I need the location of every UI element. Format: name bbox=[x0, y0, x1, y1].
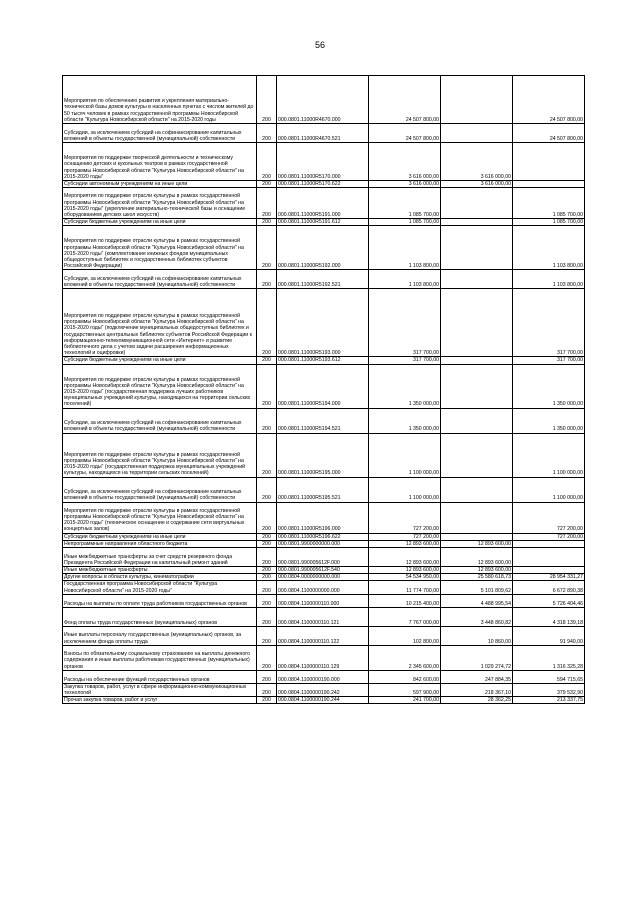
row-executed-cell bbox=[441, 270, 513, 289]
table-row bbox=[63, 188, 585, 219]
row-sum-cell: 7 767 000,00 bbox=[369, 607, 441, 626]
row-executed-cell: 12 893 600,00 bbox=[441, 548, 513, 567]
row-name-cell: Расходы на обеспечение функций государственных органов bbox=[63, 670, 257, 683]
table-row bbox=[63, 124, 585, 143]
row-executed-cell: 218 367,10 bbox=[441, 683, 513, 696]
row-name-cell: Прочая закупка товаров, работ и услуг bbox=[63, 697, 257, 704]
row-kbk-cell: 000.0801.990005612F.540 bbox=[277, 567, 369, 574]
row-remaining-cell: 1 103 800,00 bbox=[513, 270, 585, 289]
row-kbk-cell: 000.0804.1100000190.242 bbox=[277, 683, 369, 696]
row-sum-cell: 2 345 600,00 bbox=[369, 645, 441, 670]
row-kbk-cell: 000.0801.11000R5194.000 bbox=[277, 364, 369, 408]
row-remaining-cell: 317 700,00 bbox=[513, 357, 585, 364]
row-name-cell: Мероприятия по обеспечению развития и укрепления материально-технической базы домов культуры в населенных пунктах с числом жителей до 50 тысяч человек в рамках государственной программы Новосибирской области "Культура Новосибирской области" на 2015-2020 годы bbox=[63, 76, 257, 124]
row-name-cell: Мероприятия по поддержке отрасли культуры в рамках государственной программы Новосибирской области "Культура Новосибирской области" на 2015-2020 годы" (техническое оснащение и содержание сети виртуальных концертных залов) bbox=[63, 502, 257, 533]
table-row bbox=[63, 607, 585, 626]
row-kbk-cell: 000.0801.11000R5170.622 bbox=[277, 181, 369, 188]
table-row bbox=[63, 548, 585, 567]
row-sum-cell: 1 100 000,00 bbox=[369, 433, 441, 477]
row-sum-cell: 317 700,00 bbox=[369, 357, 441, 364]
row-kbk-cell: 000.0801.11000R5192.000 bbox=[277, 226, 369, 270]
row-kbk-cell: 000.0801.11000R5193.000 bbox=[277, 289, 369, 357]
row-remaining-cell: 4 318 139,18 bbox=[513, 607, 585, 626]
row-name-cell: Субсидии бюджетным учреждениям на иные цели bbox=[63, 533, 257, 540]
table-row bbox=[63, 594, 585, 607]
row-code-cell: 200 bbox=[257, 219, 277, 226]
table-row bbox=[63, 143, 585, 181]
table-row bbox=[63, 670, 585, 683]
row-executed-cell bbox=[441, 357, 513, 364]
row-code-cell: 200 bbox=[257, 670, 277, 683]
row-kbk-cell: 000.0804.1100000000.000 bbox=[277, 581, 369, 594]
row-code-cell: 200 bbox=[257, 574, 277, 581]
row-remaining-cell: 379 532,90 bbox=[513, 683, 585, 696]
row-kbk-cell: 000.0804.0000000000.000 bbox=[277, 574, 369, 581]
row-name-cell: Иные выплаты персоналу государственных (муниципальных) органов, за исключением фонда оплаты труда bbox=[63, 626, 257, 645]
row-remaining-cell bbox=[513, 143, 585, 181]
row-executed-cell: 12 893 600,00 bbox=[441, 567, 513, 574]
row-executed-cell bbox=[441, 226, 513, 270]
row-sum-cell: 1 100 000,00 bbox=[369, 477, 441, 502]
row-remaining-cell: 1 085 700,00 bbox=[513, 188, 585, 219]
table-row bbox=[63, 626, 585, 645]
row-kbk-cell: 000.0804.1100000110.129 bbox=[277, 645, 369, 670]
row-sum-cell: 1 085 700,00 bbox=[369, 219, 441, 226]
table-row bbox=[63, 581, 585, 594]
row-code-cell: 200 bbox=[257, 226, 277, 270]
row-name-cell: Взносы по обязательному социальному страхованию на выплаты денежного содержания и иные выплаты работникам государственных (муниципальных) органов bbox=[63, 645, 257, 670]
row-executed-cell: 10 860,00 bbox=[441, 626, 513, 645]
row-kbk-cell: 000.0801.11000R5196.000 bbox=[277, 502, 369, 533]
row-sum-cell: 3 616 000,00 bbox=[369, 181, 441, 188]
row-name-cell: Мероприятия по поддержке отрасли культуры в рамках государственной программы Новосибирской области "Культура Новосибирской области" на 2015-2020 годы" (комплектование книжных фондов муниципальных общедоступных библиотек и государственных библиотек субъектов Российской Федерации) bbox=[63, 226, 257, 270]
row-remaining-cell: 727 200,00 bbox=[513, 533, 585, 540]
row-name-cell: Расходы на выплаты по оплате труда работников государственных органов bbox=[63, 594, 257, 607]
row-code-cell: 200 bbox=[257, 357, 277, 364]
row-name-cell: Иные межбюджетные трансферты за счет средств резервного фонда Президента Российской Федерации на капитальный ремонт зданий bbox=[63, 548, 257, 567]
row-code-cell: 200 bbox=[257, 364, 277, 408]
row-remaining-cell: 1 350 000,00 bbox=[513, 364, 585, 408]
row-name-cell: Закупка товаров, работ, услуг в сфере информационно-коммуникационных технологий bbox=[63, 683, 257, 696]
row-name-cell: Субсидии бюджетным учреждениям на иные цели bbox=[63, 219, 257, 226]
row-name-cell: Мероприятия по поддержке отрасли культуры в рамках государственной программы Новосибирской области "Культура Новосибирской области" на 2015-2020 годы" (государственная поддержка лучших работников муниципальных учреждений культуры, находящихся на территории сельских поселений) bbox=[63, 364, 257, 408]
row-code-cell: 200 bbox=[257, 181, 277, 188]
row-executed-cell bbox=[441, 124, 513, 143]
row-sum-cell: 12 893 600,00 bbox=[369, 548, 441, 567]
row-executed-cell bbox=[441, 477, 513, 502]
row-remaining-cell: 727 200,00 bbox=[513, 502, 585, 533]
row-executed-cell bbox=[441, 219, 513, 226]
row-sum-cell: 597 900,00 bbox=[369, 683, 441, 696]
row-code-cell: 200 bbox=[257, 540, 277, 547]
row-executed-cell bbox=[441, 433, 513, 477]
row-executed-cell: 5 101 809,62 bbox=[441, 581, 513, 594]
budget-table bbox=[62, 75, 585, 704]
row-name-cell: Субсидии, за исключением субсидий на софинансирование капитальных вложений в объекты государственной (муниципальной) собственности bbox=[63, 270, 257, 289]
row-name-cell: Субсидии автономным учреждениям на иные цели bbox=[63, 181, 257, 188]
row-kbk-cell: 000.0801.11000R4670.521 bbox=[277, 124, 369, 143]
row-kbk-cell: 000.0801.11000R5191.000 bbox=[277, 188, 369, 219]
row-remaining-cell: 1 350 000,00 bbox=[513, 408, 585, 433]
row-kbk-cell: 000.0801.9900000000.000 bbox=[277, 540, 369, 547]
table-row bbox=[63, 477, 585, 502]
row-code-cell: 200 bbox=[257, 697, 277, 704]
row-code-cell: 200 bbox=[257, 124, 277, 143]
row-name-cell: Фонд оплаты труда государственных (муниципальных) органов bbox=[63, 607, 257, 626]
row-executed-cell: 25 580 618,73 bbox=[441, 574, 513, 581]
row-executed-cell: 4 488 995,54 bbox=[441, 594, 513, 607]
table-row bbox=[63, 270, 585, 289]
row-sum-cell: 24 507 800,00 bbox=[369, 76, 441, 124]
row-sum-cell: 11 774 700,00 bbox=[369, 581, 441, 594]
row-remaining-cell: 6 672 890,38 bbox=[513, 581, 585, 594]
row-sum-cell: 1 103 800,00 bbox=[369, 270, 441, 289]
row-sum-cell: 102 800,00 bbox=[369, 626, 441, 645]
row-kbk-cell: 000.0801.990005612F.000 bbox=[277, 548, 369, 567]
row-remaining-cell: 28 954 331,27 bbox=[513, 574, 585, 581]
row-remaining-cell: 594 715,65 bbox=[513, 670, 585, 683]
row-remaining-cell: 213 337,75 bbox=[513, 697, 585, 704]
table-row bbox=[63, 683, 585, 696]
row-code-cell: 200 bbox=[257, 594, 277, 607]
row-remaining-cell: 1 085 700,00 bbox=[513, 219, 585, 226]
table-row bbox=[63, 533, 585, 540]
table-row bbox=[63, 408, 585, 433]
row-executed-cell: 3 616 000,00 bbox=[441, 143, 513, 181]
row-kbk-cell: 000.0804.1100000190.244 bbox=[277, 697, 369, 704]
row-kbk-cell: 000.0804.1100000110.000 bbox=[277, 594, 369, 607]
row-kbk-cell: 000.0801.11000R5191.612 bbox=[277, 219, 369, 226]
table-row bbox=[63, 181, 585, 188]
row-code-cell: 200 bbox=[257, 433, 277, 477]
row-remaining-cell: 1 100 000,00 bbox=[513, 477, 585, 502]
row-sum-cell: 1 350 000,00 bbox=[369, 364, 441, 408]
row-kbk-cell: 000.0801.11000R5195.521 bbox=[277, 477, 369, 502]
row-code-cell: 200 bbox=[257, 626, 277, 645]
row-code-cell: 200 bbox=[257, 502, 277, 533]
table-row bbox=[63, 697, 585, 704]
row-kbk-cell: 000.0801.11000R5195.000 bbox=[277, 433, 369, 477]
row-remaining-cell: 5 726 404,46 bbox=[513, 594, 585, 607]
row-executed-cell bbox=[441, 408, 513, 433]
table-row bbox=[63, 76, 585, 124]
row-executed-cell: 1 029 274,72 bbox=[441, 645, 513, 670]
row-kbk-cell: 000.0804.1100000190.000 bbox=[277, 670, 369, 683]
row-name-cell: Мероприятия по поддержке отрасли культуры в рамках государственной программы Новосибирской области "Культура Новосибирской области" на 2015-2020 годы" (подключение муниципальных общедоступных библиотек и государственных центральных библиотек субъектов Российской Федерации к информационно-телекоммуникационной сети «Интернет» и развитие библиотечного дела с учетом задачи расширения информационных технологий и оцифровки) bbox=[63, 289, 257, 357]
table-row bbox=[63, 226, 585, 270]
row-sum-cell: 54 534 950,00 bbox=[369, 574, 441, 581]
row-remaining-cell: 24 507 800,00 bbox=[513, 124, 585, 143]
row-sum-cell: 727 200,00 bbox=[369, 533, 441, 540]
row-executed-cell bbox=[441, 289, 513, 357]
row-code-cell: 200 bbox=[257, 533, 277, 540]
row-code-cell: 200 bbox=[257, 270, 277, 289]
row-code-cell: 200 bbox=[257, 477, 277, 502]
row-name-cell: Субсидии, за исключением субсидий на софинансирование капитальных вложений в объекты государственной (муниципальной) собственности bbox=[63, 124, 257, 143]
row-code-cell: 200 bbox=[257, 607, 277, 626]
row-kbk-cell: 000.0804.1100000110.121 bbox=[277, 607, 369, 626]
row-kbk-cell: 000.0801.11000R5193.612 bbox=[277, 357, 369, 364]
table-row bbox=[63, 433, 585, 477]
row-executed-cell: 3 448 860,82 bbox=[441, 607, 513, 626]
table-row bbox=[63, 502, 585, 533]
row-name-cell: Государственная программа Новосибирской области "Культура Новосибирской области" на 2015-2020 годы" bbox=[63, 581, 257, 594]
row-name-cell: Непрограммные направления областного бюджета bbox=[63, 540, 257, 547]
row-sum-cell: 12 893 600,00 bbox=[369, 567, 441, 574]
row-remaining-cell bbox=[513, 567, 585, 574]
row-kbk-cell: 000.0801.11000R5194.521 bbox=[277, 408, 369, 433]
table-row bbox=[63, 567, 585, 574]
table-row bbox=[63, 219, 585, 226]
row-code-cell: 200 bbox=[257, 408, 277, 433]
row-remaining-cell: 317 700,00 bbox=[513, 289, 585, 357]
row-kbk-cell: 000.0801.11000R5192.521 bbox=[277, 270, 369, 289]
row-remaining-cell bbox=[513, 540, 585, 547]
row-executed-cell: 28 362,25 bbox=[441, 697, 513, 704]
row-code-cell: 200 bbox=[257, 143, 277, 181]
row-executed-cell bbox=[441, 364, 513, 408]
row-name-cell: Другие вопросы в области культуры, кинематографии bbox=[63, 574, 257, 581]
table-row bbox=[63, 540, 585, 547]
row-remaining-cell: 1 103 800,00 bbox=[513, 226, 585, 270]
row-code-cell: 200 bbox=[257, 567, 277, 574]
row-sum-cell: 1 085 700,00 bbox=[369, 188, 441, 219]
row-remaining-cell: 91 940,00 bbox=[513, 626, 585, 645]
row-name-cell: Иные межбюджетные трансферты bbox=[63, 567, 257, 574]
row-code-cell: 200 bbox=[257, 683, 277, 696]
row-name-cell: Мероприятия по поддержке отрасли культуры в рамках государственной программы Новосибирской области "Культура Новосибирской области" на 2015-2020 годы" (укрепление материально-технической базы и оснащение оборудованием детских школ искусств) bbox=[63, 188, 257, 219]
row-sum-cell: 3 616 000,00 bbox=[369, 143, 441, 181]
table-row bbox=[63, 289, 585, 357]
row-executed-cell: 12 893 600,00 bbox=[441, 540, 513, 547]
row-name-cell: Субсидии, за исключением субсидий на софинансирование капитальных вложений в объекты государственной (муниципальной) собственности bbox=[63, 408, 257, 433]
row-sum-cell: 10 215 400,00 bbox=[369, 594, 441, 607]
row-executed-cell bbox=[441, 76, 513, 124]
row-code-cell: 200 bbox=[257, 548, 277, 567]
budget-table-body bbox=[63, 76, 585, 704]
row-executed-cell bbox=[441, 502, 513, 533]
row-name-cell: Субсидии, за исключением субсидий на софинансирование капитальных вложений в объекты государственной (муниципальной) собственности bbox=[63, 477, 257, 502]
row-remaining-cell bbox=[513, 548, 585, 567]
row-code-cell: 200 bbox=[257, 581, 277, 594]
row-remaining-cell bbox=[513, 181, 585, 188]
row-name-cell: Мероприятия по поддержке отрасли культуры в рамках государственной программы Новосибирской области "Культура Новосибирской области" на 2015-2020 годы" (государственная поддержка муниципальных учреждений культуры, находящихся на территории сельских поселений) bbox=[63, 433, 257, 477]
row-sum-cell: 842 600,00 bbox=[369, 670, 441, 683]
row-executed-cell bbox=[441, 188, 513, 219]
row-sum-cell: 1 103 800,00 bbox=[369, 226, 441, 270]
row-sum-cell: 1 350 000,00 bbox=[369, 408, 441, 433]
row-executed-cell: 3 616 000,00 bbox=[441, 181, 513, 188]
row-code-cell: 200 bbox=[257, 188, 277, 219]
row-executed-cell bbox=[441, 533, 513, 540]
row-sum-cell: 24 507 800,00 bbox=[369, 124, 441, 143]
table-row bbox=[63, 364, 585, 408]
table-row bbox=[63, 357, 585, 364]
row-kbk-cell: 000.0801.11000R4670.000 bbox=[277, 76, 369, 124]
row-name-cell: Субсидии бюджетным учреждениям на иные цели bbox=[63, 357, 257, 364]
row-sum-cell: 241 700,00 bbox=[369, 697, 441, 704]
page-number: 56 bbox=[314, 40, 325, 50]
row-sum-cell: 12 893 600,00 bbox=[369, 540, 441, 547]
row-remaining-cell: 1 316 325,28 bbox=[513, 645, 585, 670]
row-remaining-cell: 24 507 800,00 bbox=[513, 76, 585, 124]
row-kbk-cell: 000.0804.1100000110.122 bbox=[277, 626, 369, 645]
row-sum-cell: 727 200,00 bbox=[369, 502, 441, 533]
row-kbk-cell: 000.0801.11000R5196.622 bbox=[277, 533, 369, 540]
row-code-cell: 200 bbox=[257, 289, 277, 357]
row-remaining-cell: 1 100 000,00 bbox=[513, 433, 585, 477]
table-row bbox=[63, 574, 585, 581]
row-kbk-cell: 000.0801.11000R5170.000 bbox=[277, 143, 369, 181]
table-row bbox=[63, 645, 585, 670]
row-name-cell: Мероприятия по поддержке творческой деятельности и техническому оснащению детских и кукольных театров в рамках государственной программы Новосибирской области "Культура Новосибирской области" на 2015-2020 годы" bbox=[63, 143, 257, 181]
row-executed-cell: 247 884,35 bbox=[441, 670, 513, 683]
row-sum-cell: 317 700,00 bbox=[369, 289, 441, 357]
row-code-cell: 200 bbox=[257, 645, 277, 670]
row-code-cell: 200 bbox=[257, 76, 277, 124]
